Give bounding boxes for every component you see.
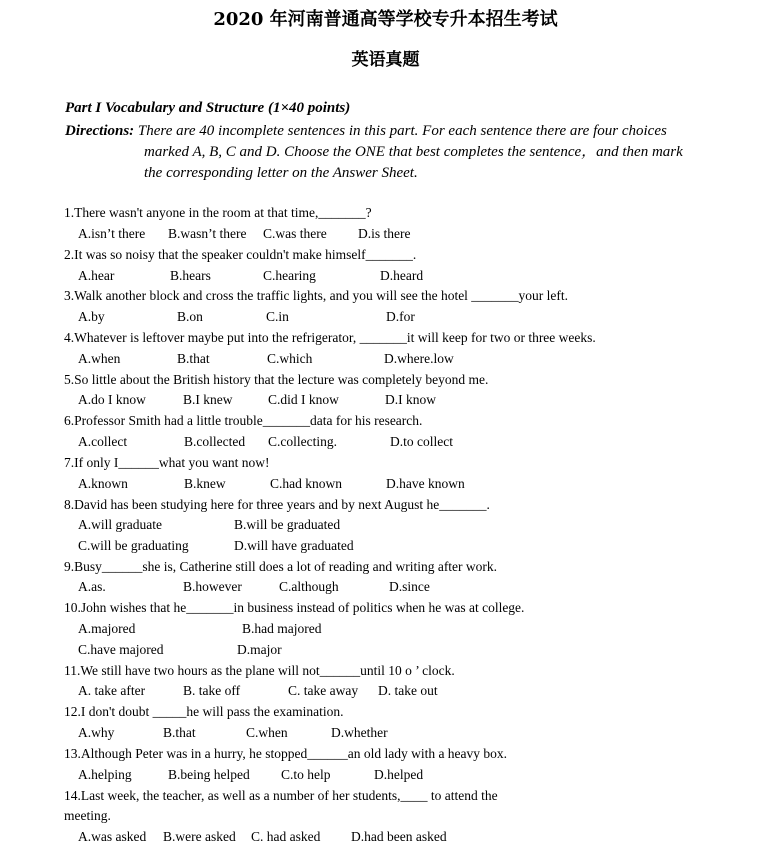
question-14-stem: 14.Last week, the teacher, as well as a number of her students,____ to attend the xyxy=(64,788,498,803)
option-a: A.as. xyxy=(78,579,106,594)
option-b: B.hears xyxy=(170,268,211,283)
option-c: C.did I know xyxy=(268,392,339,407)
option-c: C.collecting. xyxy=(268,434,337,449)
part-title: Part I Vocabulary and Structure (1×40 points) xyxy=(65,100,351,116)
option-c: C.which xyxy=(267,351,313,366)
question-14-stem-continued: meeting. xyxy=(64,808,111,823)
option-d: D.will have graduated xyxy=(234,538,354,553)
option-a: A.was asked xyxy=(78,829,147,844)
option-a: A.known xyxy=(78,476,128,491)
option-a: A.will graduate xyxy=(78,517,162,532)
option-b: B.will be graduated xyxy=(234,517,341,532)
question-9-stem: 9.Busy______she is, Catherine still does a lot of reading and writing after work. xyxy=(64,559,498,574)
question-7-stem: 7.If only I______what you want now! xyxy=(64,455,270,470)
option-d: D. take out xyxy=(378,683,438,698)
option-c: C. take away xyxy=(288,683,359,698)
option-b: B.that xyxy=(163,725,196,740)
option-c: C. had asked xyxy=(251,829,321,844)
question-8-stem: 8.David has been studying here for three years and by next August he_______. xyxy=(64,497,490,512)
option-c: C.will be graduating xyxy=(78,538,189,553)
question-2-stem: 2.It was so noisy that the speaker couldn't make himself_______. xyxy=(64,247,417,262)
option-b: B. take off xyxy=(183,683,241,698)
option-d: D.had been asked xyxy=(351,829,447,844)
option-d: D.since xyxy=(389,579,430,594)
option-a: A.by xyxy=(78,309,105,324)
option-a: A.why xyxy=(78,725,115,740)
option-d: D.I know xyxy=(385,392,436,407)
question-11-stem: 11.We still have two hours as the plane will not______until 10 o ’ clock. xyxy=(64,663,455,678)
directions-line-2: marked A, B, C and D. Choose the ONE that best completes the sentence，and then mark xyxy=(144,144,683,160)
question-12-stem: 12.I don't doubt _____he will pass the examination. xyxy=(64,704,344,719)
option-b: B.being helped xyxy=(168,767,250,782)
option-b: B.however xyxy=(183,579,242,594)
option-b: B.I knew xyxy=(183,392,233,407)
option-a: A.helping xyxy=(78,767,132,782)
option-a: A.collect xyxy=(78,434,128,449)
option-b: B.collected xyxy=(184,434,246,449)
option-d: D.where.low xyxy=(384,351,454,366)
option-c: C.in xyxy=(266,309,289,324)
option-b: B.on xyxy=(177,309,203,324)
option-b: B.that xyxy=(177,351,210,366)
option-d: D.major xyxy=(237,642,282,657)
option-a: A.majored xyxy=(78,621,136,636)
question-5-stem: 5.So little about the British history that the lecture was completely beyond me. xyxy=(64,372,489,387)
option-c: C.have majored xyxy=(78,642,164,657)
option-c: C.had known xyxy=(270,476,342,491)
option-b: B.knew xyxy=(184,476,226,491)
option-b: B.had majored xyxy=(242,621,322,636)
directions-label: Directions: xyxy=(65,123,135,139)
option-a: A. take after xyxy=(78,683,146,698)
option-d: D.helped xyxy=(374,767,424,782)
option-c: C.when xyxy=(246,725,288,740)
option-c: C.although xyxy=(279,579,339,594)
option-d: D.whether xyxy=(331,725,388,740)
directions-text-1: There are 40 incomplete sentences in this part. For each sentence there are four choices xyxy=(137,123,667,139)
option-b: B.wasn’t there xyxy=(168,226,247,241)
directions-line-3: the corresponding letter on the Answer Sheet. xyxy=(144,165,418,181)
directions xyxy=(65,121,725,184)
exam-title: 2020 年河南普通高等学校专升本招生考试 xyxy=(213,9,558,30)
question-1-stem: 1.There wasn't anyone in the room at that time,_______? xyxy=(64,205,372,220)
question-3-stem: 3.Walk another block and cross the traffic lights, and you will see the hotel _______your left. xyxy=(64,288,569,303)
option-a: A.hear xyxy=(78,268,115,283)
option-c: C.was there xyxy=(263,226,327,241)
exam-subtitle: 英语真题 xyxy=(351,50,420,70)
option-d: D.heard xyxy=(380,268,424,283)
directions-line-1 xyxy=(65,121,725,142)
option-d: D.have known xyxy=(386,476,465,491)
option-d: D.for xyxy=(386,309,415,324)
question-4-stem: 4.Whatever is leftover maybe put into the refrigerator, _______it will keep for two or three weeks. xyxy=(64,330,596,345)
option-c: C.hearing xyxy=(263,268,316,283)
option-a: A.isn’t there xyxy=(78,226,146,241)
option-d: D.is there xyxy=(358,226,411,241)
option-a: A.when xyxy=(78,351,121,366)
question-10-stem: 10.John wishes that he_______in business instead of politics when he was at college. xyxy=(64,600,525,615)
option-c: C.to help xyxy=(281,767,331,782)
option-a: A.do I know xyxy=(78,392,146,407)
question-6-stem: 6.Professor Smith had a little trouble_______data for his research. xyxy=(64,413,423,428)
question-13-stem: 13.Although Peter was in a hurry, he stopped______an old lady with a heavy box. xyxy=(64,746,508,761)
option-d: D.to collect xyxy=(390,434,453,449)
option-b: B.were asked xyxy=(163,829,236,844)
